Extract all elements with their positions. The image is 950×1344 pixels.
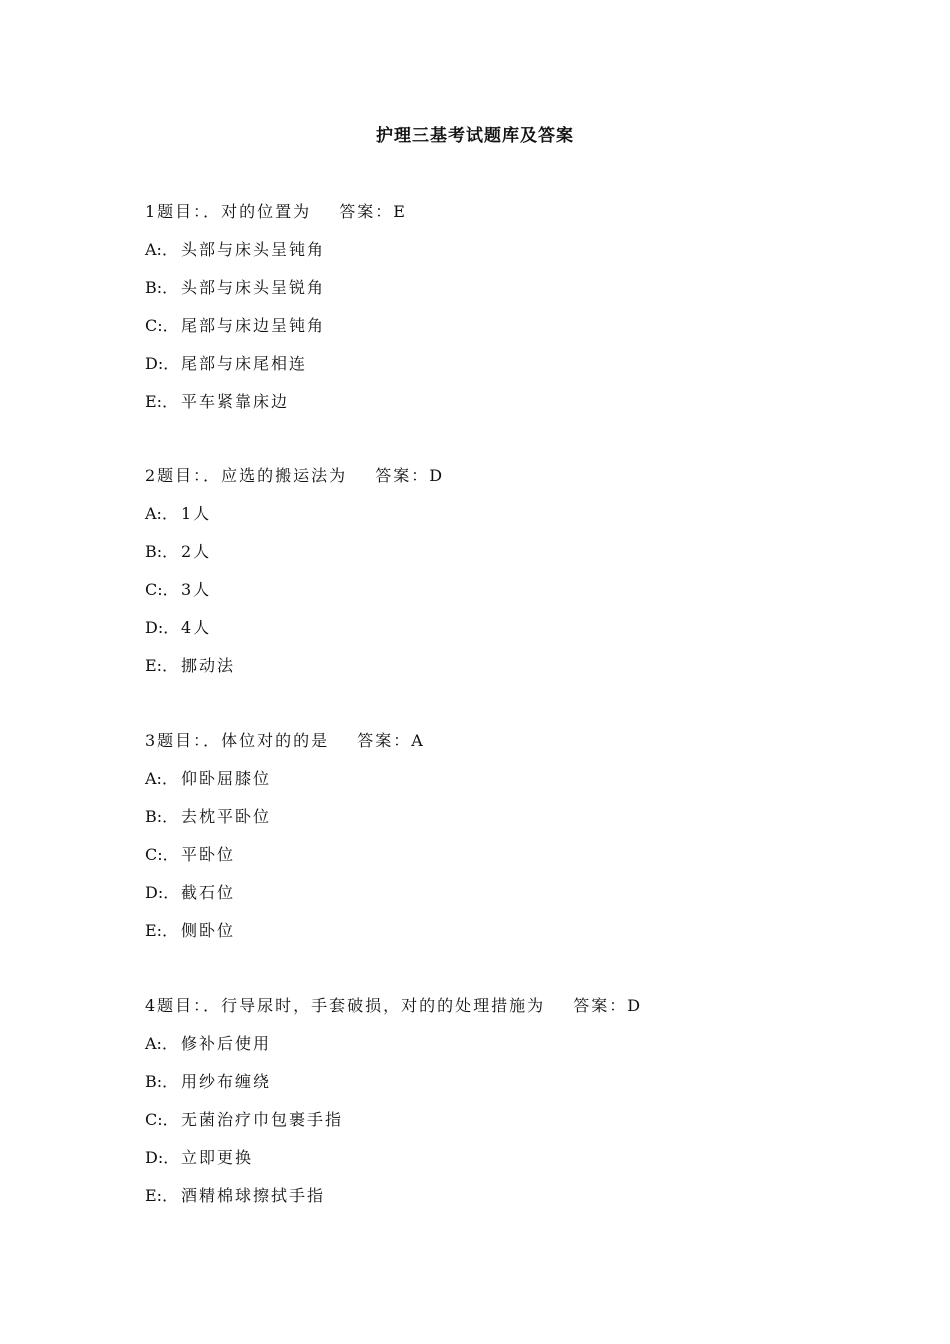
option-text: 修补后使用: [181, 1034, 272, 1053]
option-text: 去枕平卧位: [181, 807, 272, 826]
option-c: [145, 843, 845, 881]
question-header: [145, 994, 845, 1032]
option-key: C:．: [145, 1110, 179, 1129]
question-prompt: 3题目：．体位对的的是: [145, 731, 330, 750]
option-text: 3人: [181, 580, 212, 599]
option-a: [145, 502, 845, 540]
option-text: 无菌治疗巾包裹手指: [181, 1110, 344, 1129]
option-c: [145, 578, 845, 616]
question-2: [145, 464, 845, 692]
option-text: 酒精棉球擦拭手指: [181, 1186, 326, 1205]
option-key: C:．: [145, 580, 179, 599]
option-c: [145, 1108, 845, 1146]
question-1: [145, 200, 845, 428]
option-e: [145, 390, 845, 428]
option-key: D:．: [145, 883, 180, 902]
question-answer: 答案：E: [339, 202, 407, 221]
option-a: [145, 767, 845, 805]
option-b: [145, 1070, 845, 1108]
option-b: [145, 805, 845, 843]
option-key: C:．: [145, 845, 179, 864]
option-text: 尾部与床边呈钝角: [181, 316, 326, 335]
option-text: 1人: [181, 504, 212, 523]
option-text: 侧卧位: [181, 921, 236, 940]
option-text: 4人: [181, 618, 212, 637]
question-answer: 答案：D: [573, 996, 643, 1015]
option-text: 挪动法: [181, 656, 236, 675]
option-key: E:．: [145, 656, 179, 675]
option-text: 头部与床头呈钝角: [181, 240, 326, 259]
option-key: D:．: [145, 354, 180, 373]
option-b: [145, 540, 845, 578]
option-text: 用纱布缠绕: [181, 1072, 272, 1091]
option-a: [145, 1032, 845, 1070]
option-key: B:．: [145, 1072, 179, 1091]
option-key: D:．: [145, 618, 180, 637]
option-key: D:．: [145, 1148, 180, 1167]
option-key: B:．: [145, 542, 179, 561]
option-key: A:．: [145, 1034, 178, 1053]
option-key: C:．: [145, 316, 179, 335]
option-key: E:．: [145, 921, 179, 940]
question-header: [145, 464, 845, 502]
question-header: [145, 200, 845, 238]
option-d: [145, 1146, 845, 1184]
option-key: A:．: [145, 504, 178, 523]
option-e: [145, 1184, 845, 1222]
option-key: E:．: [145, 1186, 179, 1205]
option-text: 2人: [181, 542, 212, 561]
question-answer: 答案：D: [375, 466, 445, 485]
option-text: 仰卧屈膝位: [181, 769, 272, 788]
question-4: [145, 994, 845, 1222]
option-d: [145, 616, 845, 654]
option-key: A:．: [145, 240, 178, 259]
option-key: B:．: [145, 807, 179, 826]
option-e: [145, 919, 845, 957]
option-text: 截石位: [181, 883, 236, 902]
option-text: 尾部与床尾相连: [181, 354, 308, 373]
option-e: [145, 654, 845, 692]
option-key: B:．: [145, 278, 179, 297]
option-text: 头部与床头呈锐角: [181, 278, 326, 297]
option-key: A:．: [145, 769, 178, 788]
question-prompt: 1题目：．对的位置为: [145, 202, 312, 221]
option-b: [145, 276, 845, 314]
question-answer: 答案：A: [357, 731, 425, 750]
option-text: 平车紧靠床边: [181, 392, 290, 411]
question-prompt: 4题目：．行导尿时，手套破损，对的的处理措施为: [145, 996, 546, 1015]
option-d: [145, 881, 845, 919]
option-a: [145, 238, 845, 276]
option-text: 平卧位: [181, 845, 236, 864]
option-key: E:．: [145, 392, 179, 411]
option-c: [145, 314, 845, 352]
question-prompt: 2题目：．应选的搬运法为: [145, 466, 348, 485]
option-d: [145, 352, 845, 390]
question-header: [145, 729, 845, 767]
option-text: 立即更换: [181, 1148, 254, 1167]
document-title: 护理三基考试题库及答案: [376, 126, 574, 146]
question-3: [145, 729, 845, 957]
